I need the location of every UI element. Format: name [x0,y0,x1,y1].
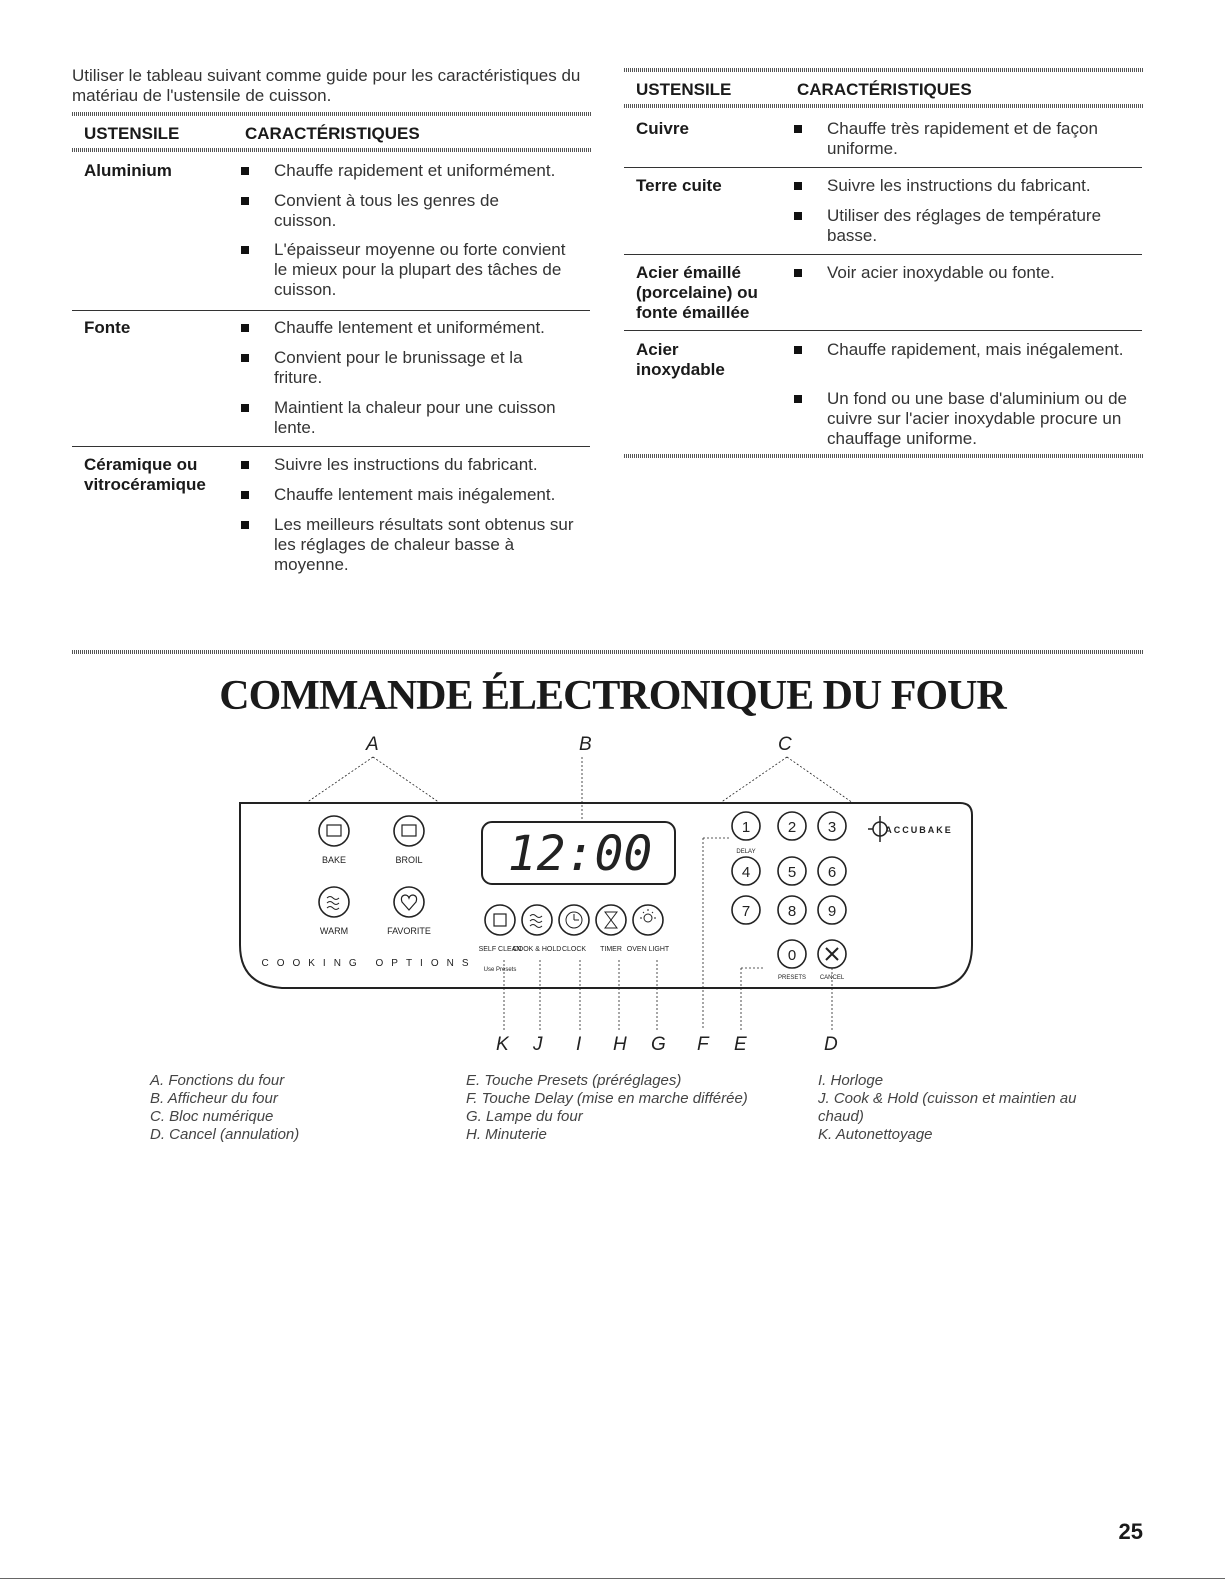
broil-button [394,816,424,846]
cook-hold-button [522,905,552,935]
section-title: COMMANDE ÉLECTRONIQUE DU FOUR [219,673,1006,719]
intro-text: Utiliser le tableau suivant comme guide pour les caractéristiques du matériau de l'ustensile de cuisson. [72,66,581,105]
caption: F. Touche Delay (mise en marche différée) [466,1090,748,1107]
bullet: Suivre les instructions du fabricant. [274,455,584,475]
col-header-ustensile: USTENSILE [636,80,732,99]
caption-column-2 [466,1072,748,1144]
label-j: J [533,1034,543,1055]
bullet: Convient à tous les genres de cuisson. [274,191,524,231]
key-9: 9 [827,903,837,920]
timer-label: TIMER [600,946,622,953]
accubake-label: ACCUBAKE [885,825,953,835]
bullet: Utiliser des réglages de température basse. [827,206,1132,246]
bullet: Maintient la chaleur pour une cuisson lente. [274,398,584,438]
self-clean-icon [494,914,506,926]
cook-hold-label: COOK & HOLD [512,946,562,953]
bullet: Suivre les instructions du fabricant. [827,176,1132,196]
key-5: 5 [787,864,797,881]
caption: H. Minuterie [466,1126,547,1143]
page-bottom-rule [0,1578,1225,1579]
caption: B. Afficheur du four [150,1090,278,1107]
warm-label: WARM [319,926,349,936]
cancel-label: CANCEL [819,975,845,981]
caption: E. Touche Presets (préréglages) [466,1072,682,1089]
bake-icon [327,825,341,836]
col-header-ustensile: USTENSILE [84,124,180,143]
delay-label: DELAY [736,849,756,855]
bullet: Un fond ou une base d'aluminium ou de cuivre sur l'acier inoxydable procure un chauffage uniforme. [827,389,1132,449]
warm-button [319,887,349,917]
key-7: 7 [741,903,751,920]
label-a: A [366,734,379,755]
page-number: 25 [1118,1519,1143,1544]
caption-column-1 [150,1072,299,1144]
caption: C. Bloc numérique [150,1108,274,1125]
caption: G. Lampe du four [466,1108,583,1125]
lightbulb-icon [644,914,652,922]
key-1: 1 [741,819,751,836]
label-i: I [576,1034,582,1055]
row-name: Aluminium [84,161,172,180]
label-h: H [613,1034,627,1055]
row-name: Fonte [84,318,131,337]
label-e: E [734,1034,747,1055]
col-header-caracteristiques: CARACTÉRISTIQUES [245,124,420,143]
row-name: Cuivre [636,119,689,138]
bullet: Convient pour le brunissage et la friture. [274,348,554,388]
hourglass-icon [605,912,617,928]
bake-label: BAKE [321,855,347,865]
broil-label: BROIL [395,855,423,865]
row-name: Acier émaillé (porcelaine) ou fonte émaillée [636,263,758,322]
bullet: Voir acier inoxydable ou fonte. [827,263,1132,283]
bake-button [319,816,349,846]
callout-a [306,757,440,803]
label-c: C [778,734,792,755]
key-8: 8 [787,903,797,920]
bullet: Chauffe lentement mais inégalement. [274,485,584,505]
caption: J. Cook & Hold (cuisson et maintien au chaud) [818,1090,1077,1125]
cancel-icon [826,948,838,960]
caption-column-3 [818,1072,1078,1144]
caption: I. Horloge [818,1072,884,1089]
row-name: Acier inoxydable [636,340,725,379]
bullet: Chauffe très rapidement et de façon uniforme. [827,119,1132,159]
label-f: F [697,1034,709,1055]
row-name: Terre cuite [636,176,722,195]
presets-label: PRESETS [777,975,807,981]
oven-light-label: OVEN LIGHT [626,946,670,953]
broil-icon [402,825,416,836]
favorite-button [394,887,424,917]
col-header-caracteristiques: CARACTÉRISTIQUES [797,80,972,99]
label-k: K [496,1034,509,1055]
key-3: 3 [827,819,837,836]
cooking-options-label: COOKING OPTIONS [261,958,477,969]
display-readout: 12:00 [507,826,653,882]
cook-hold-icon [530,915,542,928]
row-name: Céramique ou vitrocéramique [84,455,206,494]
key-0: 0 [787,947,797,964]
bullet: Chauffe rapidement, mais inégalement. [827,340,1132,360]
favorite-label: FAVORITE [387,926,431,936]
caption: D. Cancel (annulation) [150,1126,300,1143]
bullet: Chauffe lentement et uniformément. [274,318,584,338]
label-b: B [579,734,592,755]
clock-label: CLOCK [561,946,587,953]
caption: K. Autonettoyage [818,1126,933,1143]
bullet: L'épaisseur moyenne ou forte convient le mieux pour la plupart des tâches de cuisson. [274,240,574,300]
callout-c [720,757,853,803]
self-clean-button [485,905,515,935]
self-clean-label: SELF CLEAN [478,946,522,953]
use-presets-label: Use Presets [483,967,517,973]
caption: A. Fonctions du four [150,1072,285,1089]
key-4: 4 [741,864,751,881]
warm-icon [327,897,339,910]
bullet: Les meilleurs résultats sont obtenus sur les réglages de chaleur basse à moyenne. [274,515,574,574]
bullet: Chauffe rapidement et uniformément. [274,161,584,181]
key-2: 2 [787,819,797,836]
key-6: 6 [827,864,837,881]
label-g: G [651,1034,666,1055]
label-d: D [824,1034,838,1055]
heart-icon [401,895,416,910]
